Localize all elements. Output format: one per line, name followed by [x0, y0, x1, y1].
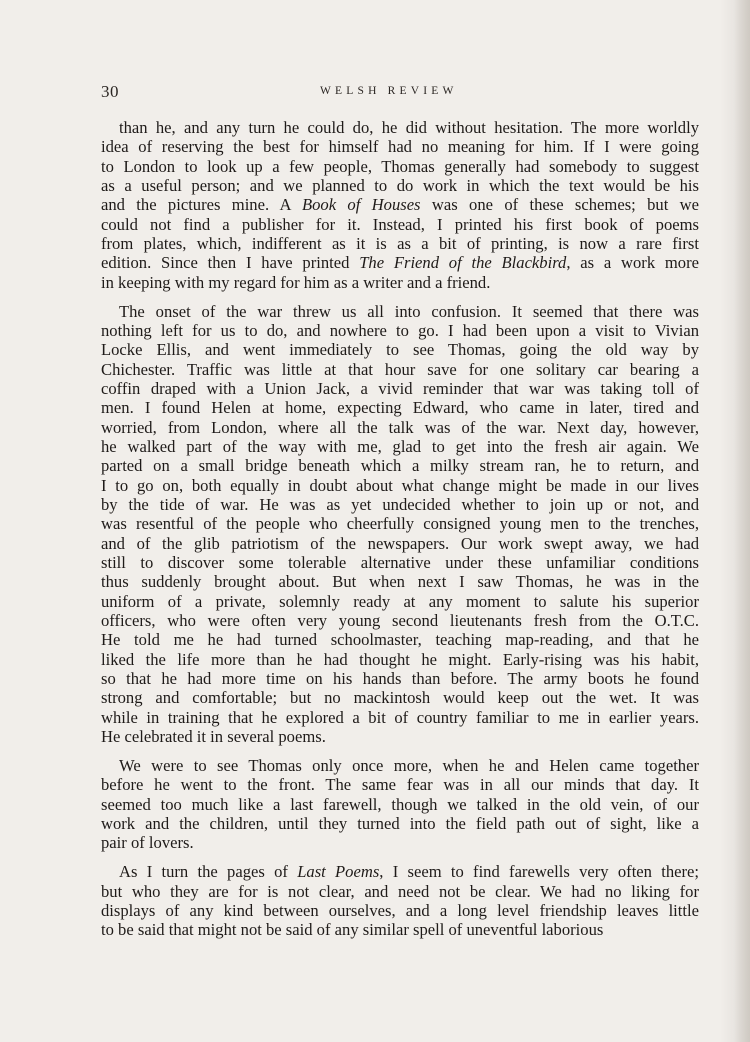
text-line: [101, 176, 699, 195]
text-run: and of the glib patriotism of the newspapers. Our work swept away, we had: [101, 533, 699, 553]
text-run: idea of reserving the best for himself had no meaning for him. If I were going: [101, 137, 699, 157]
text-run: pair of lovers.: [101, 833, 194, 853]
running-head: [101, 82, 701, 102]
text-line: [101, 234, 699, 253]
text-line: [101, 456, 699, 475]
text-run: parted on a small bridge beneath which a milky stream ran, he to return, and: [101, 456, 699, 476]
text-run: so that he had more time on his hands than before. The army boots he found: [101, 669, 699, 689]
text-run: but who they are for is not clear, and need not be clear. We had no liking for: [101, 881, 699, 901]
text-line: [101, 495, 699, 514]
text-line: [101, 340, 699, 359]
text-line: [101, 437, 699, 456]
text-run: men. I found Helen at home, expecting Edward, who came in later, tired and: [101, 398, 699, 418]
page-number: 30: [101, 82, 119, 101]
text-run: was resentful of the people who cheerfully consigned young men to the trenches,: [101, 514, 699, 534]
paragraph: [101, 756, 699, 853]
text-line: [101, 118, 699, 137]
journal-title: WELSH REVIEW: [320, 85, 458, 97]
text-line: [101, 476, 699, 495]
text-line: [101, 360, 699, 379]
text-run: than he, and any turn he could do, he did without hesitation. The more worldly: [119, 118, 699, 137]
text-run: displays of any kind between ourselves, and a long level friendship leaves little: [101, 900, 699, 920]
text-line: [101, 418, 699, 437]
text-line: [101, 650, 699, 669]
text-run: to London to look up a few people, Thomas generally had somebody to suggest: [101, 156, 699, 176]
paragraph: [101, 302, 699, 747]
text-line: [101, 157, 699, 176]
text-line: [101, 727, 699, 746]
text-line: [101, 321, 699, 340]
text-line: [101, 669, 699, 688]
text-run: he walked part of the way with me, glad to get into the fresh air again. We: [101, 437, 699, 456]
text-run: , I seem to find farewells very often there;: [379, 862, 700, 882]
text-run: Locke Ellis, and went immediately to see Thomas, going the old way by: [101, 340, 699, 360]
italic-title: Last Poems: [297, 862, 380, 882]
text-run: worried, from London, where all the talk was of the war. Next day, however,: [101, 417, 699, 437]
paragraph: [101, 862, 699, 939]
text-line: [101, 814, 699, 833]
text-line: [101, 611, 699, 630]
text-line: [101, 137, 699, 156]
text-run: officers, who were often very young second lieutenants fresh from the O.T.C.: [101, 611, 699, 631]
text-line: [101, 253, 699, 272]
text-run: We were to see Thomas only once more, when he and Helen came together: [119, 756, 699, 775]
text-line: [101, 553, 699, 572]
paragraph: [101, 118, 699, 292]
text-run: As I turn the pages of: [119, 862, 298, 882]
text-line: [101, 302, 699, 321]
text-run: nothing left for us to do, and nowhere to go. I had been upon a visit to Vivian: [101, 320, 699, 340]
text-line: [101, 630, 699, 649]
text-run: The onset of the war threw us all into confusion. It seemed that there was: [119, 301, 699, 321]
text-line: [101, 592, 699, 611]
text-line: [101, 833, 699, 852]
text-line: [101, 398, 699, 417]
text-run: uniform of a private, solemnly ready at any moment to salute his superior: [101, 591, 699, 611]
text-run: before he went to the front. The same fear was in all our minds that day. It: [101, 775, 699, 795]
text-line: [101, 708, 699, 727]
text-line: [101, 901, 699, 920]
page-edge-shadow: [734, 0, 750, 1042]
text-line: [101, 195, 699, 214]
text-line: [101, 215, 699, 234]
text-run: , as a work more: [566, 253, 699, 273]
text-line: [101, 534, 699, 553]
text-line: [101, 862, 699, 881]
text-run: I to go on, both equally in doubt about what change might be made in our lives: [101, 475, 699, 495]
text-run: to be said that might not be said of any similar spell of uneventful laborious: [101, 920, 604, 940]
text-run: still to discover some tolerable alternative under these unfamiliar conditions: [101, 553, 699, 573]
text-run: by the tide of war. He was as yet undecided whether to join up or not, and: [101, 495, 699, 515]
text-run: strong and comfortable; but no mackintosh would keep out the wet. It was: [101, 688, 699, 708]
body-text: [101, 118, 699, 940]
text-run: coffin draped with a Union Jack, a vivid reminder that war was taking toll of: [101, 378, 699, 398]
text-run: was one of these schemes; but we: [420, 195, 699, 215]
text-line: [101, 756, 699, 775]
italic-title: The Friend of the Blackbird: [359, 253, 567, 273]
text-run: Chichester. Traffic was little at that hour save for one solitary car bearing a: [101, 359, 699, 379]
text-line: [101, 273, 699, 292]
text-run: seemed too much like a last farewell, though we talked in the old vein, of our: [101, 794, 699, 814]
text-run: liked the life more than he had thought he might. Early-rising was his habit,: [101, 649, 699, 669]
text-line: [101, 775, 699, 794]
text-line: [101, 572, 699, 591]
text-run: from plates, which, indifferent as it is as a bit of printing, is now a rare first: [101, 234, 699, 254]
text-run: work and the children, until they turned into the field path out of sight, like a: [101, 814, 699, 834]
text-run: He celebrated it in several poems.: [101, 727, 326, 747]
text-run: while in training that he explored a bit of country familiar to me in earlier years.: [101, 707, 699, 727]
text-line: [101, 379, 699, 398]
italic-title: Book of Houses: [301, 195, 421, 215]
text-run: as a useful person; and we planned to do work in which the text would be his: [101, 176, 699, 196]
text-line: [101, 882, 699, 901]
text-line: [101, 920, 699, 939]
text-run: edition. Since then I have printed: [101, 253, 360, 273]
text-run: and the pictures mine. A: [101, 195, 302, 215]
text-line: [101, 688, 699, 707]
text-run: He told me he had turned schoolmaster, teaching map-reading, and that he: [101, 630, 699, 650]
text-run: in keeping with my regard for him as a writer and a friend.: [101, 272, 491, 292]
text-line: [101, 795, 699, 814]
text-run: thus suddenly brought about. But when next I saw Thomas, he was in the: [101, 572, 699, 592]
text-run: could not find a publisher for it. Instead, I printed his first book of poems: [101, 214, 699, 234]
text-line: [101, 514, 699, 533]
